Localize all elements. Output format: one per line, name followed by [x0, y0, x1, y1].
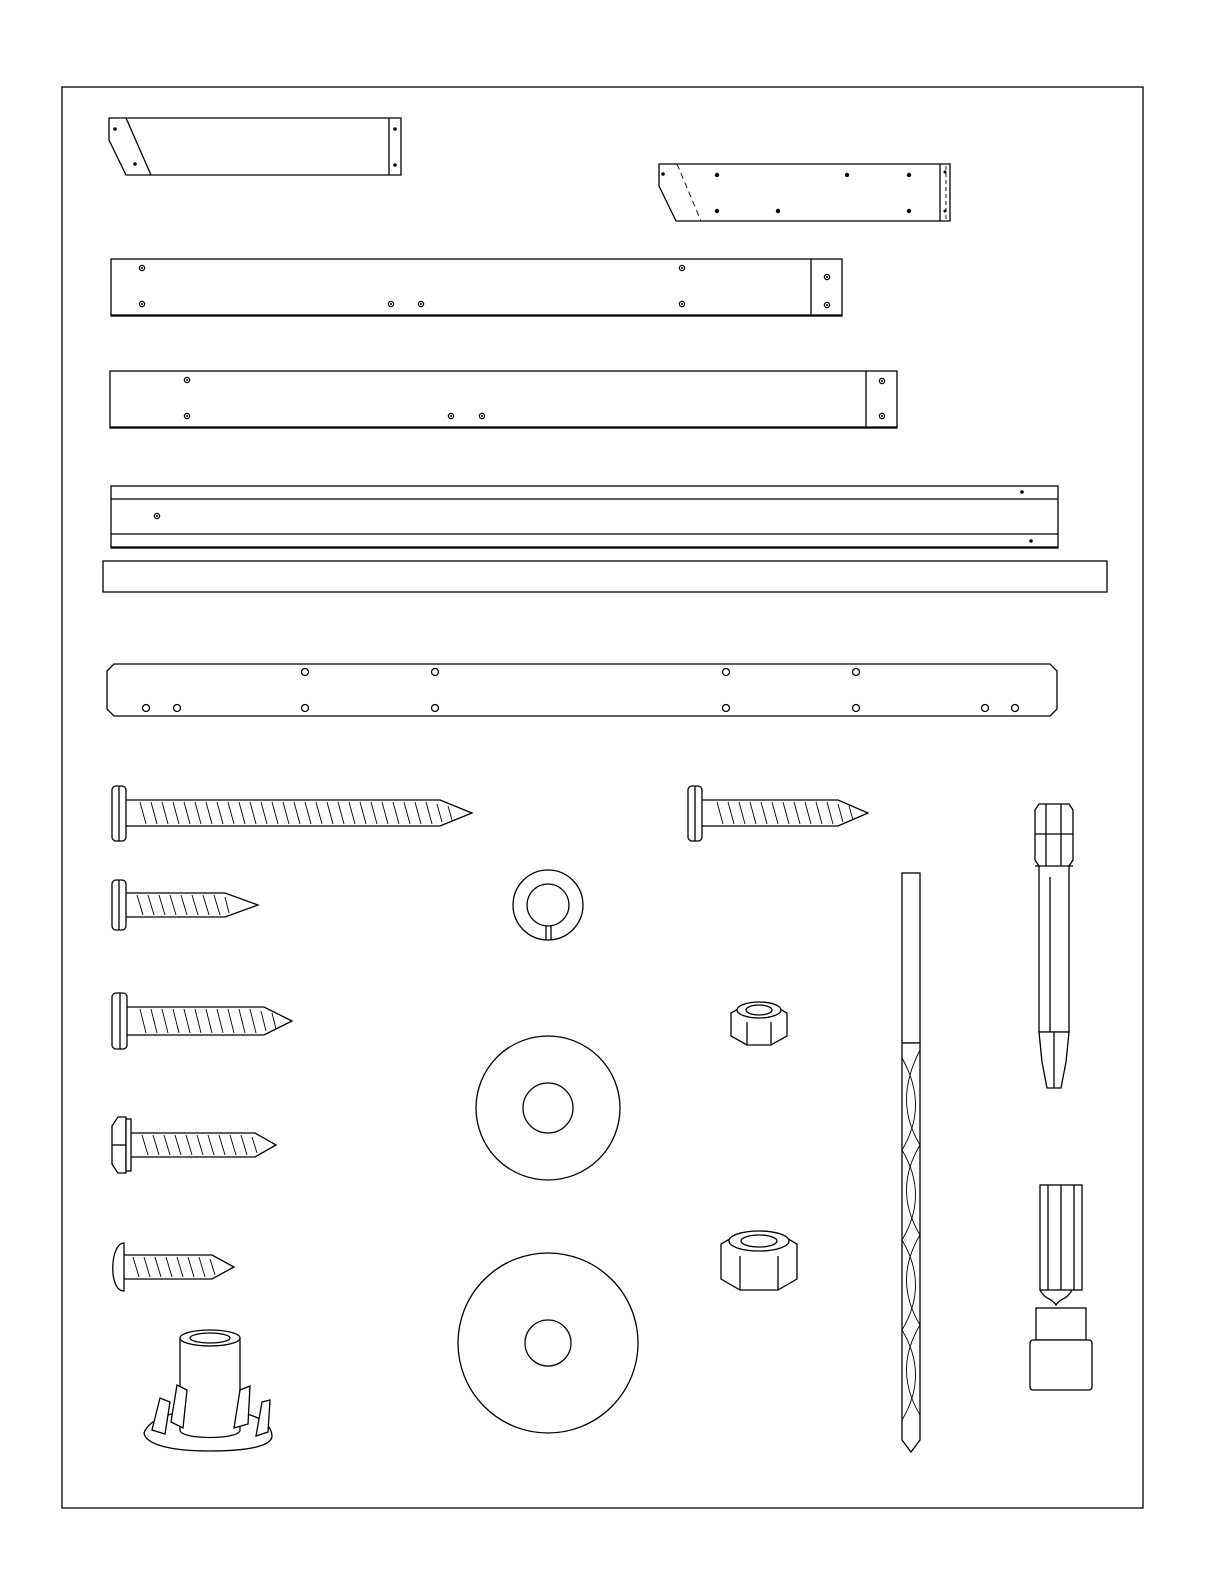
- large-flat-washer: [458, 1253, 638, 1433]
- long-rail-board: [110, 371, 897, 428]
- small-lock-nut: [731, 1002, 787, 1045]
- tee-nut: [144, 1330, 272, 1451]
- small-flat-washer: [476, 1036, 620, 1180]
- short-screw: [112, 880, 258, 930]
- star-socket-bit: [1030, 1185, 1092, 1390]
- medium-screw: [688, 786, 868, 841]
- channel-rail: [111, 486, 1058, 548]
- diagram-frame: [62, 87, 1143, 1508]
- long-screw: [112, 786, 472, 841]
- drill-bit: [902, 873, 920, 1452]
- hex-driver-bit: [1035, 804, 1073, 1088]
- short-angled-board: [109, 118, 401, 175]
- wood-screw: [112, 993, 292, 1049]
- truss-head-screw: [113, 1243, 234, 1291]
- angled-side-board: [659, 164, 950, 221]
- medium-rail-board: [111, 259, 842, 316]
- flat-strip: [103, 561, 1107, 592]
- split-lock-washer: [513, 870, 583, 940]
- hex-head-screw: [112, 1117, 276, 1173]
- large-lock-nut: [721, 1231, 797, 1290]
- hole-strip: [107, 664, 1057, 716]
